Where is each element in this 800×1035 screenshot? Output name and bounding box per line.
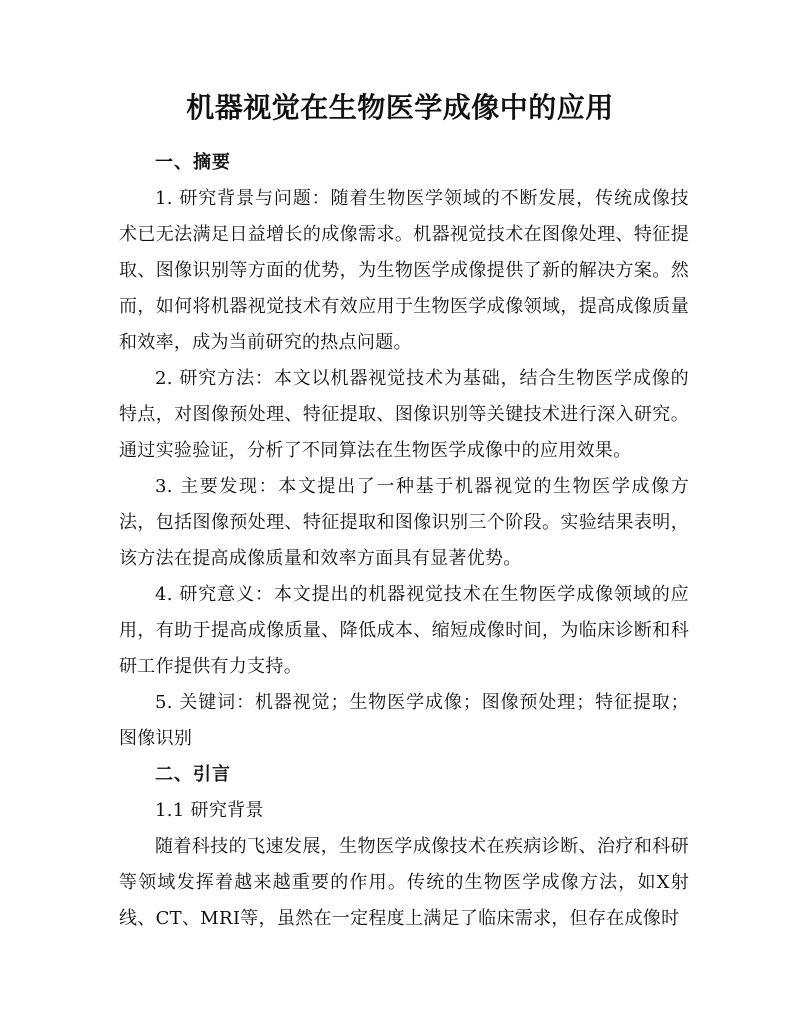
abstract-paragraph-methods: 2. 研究方法：本文以机器视觉技术为基础，结合生物医学成像的特点，对图像预处理、特征提取、图像识别等关键技术进行深入研究。通过实验验证，分析了不同算法在生物医学成像中的应用效果。 [119, 368, 689, 461]
abstract-paragraph-findings: 3. 主要发现：本文提出了一种基于机器视觉的生物医学成像方法，包括图像预处理、特征提取和图像识别三个阶段。实验结果表明，该方法在提高成像质量和效率方面具有显著优势。 [119, 476, 689, 569]
document-body [119, 145, 689, 937]
abstract-paragraph-background: 1. 研究背景与问题：随着生物医学领域的不断发展，传统成像技术已无法满足日益增长的成像需求。机器视觉技术在图像处理、特征提取、图像识别等方面的优势，为生物医学成像提供了新的解决方案。然而，如何将机器视觉技术有效应用于生物医学成像领域，提高成像质量和效率，成为当前研究的热点问题。 [119, 188, 689, 353]
abstract-paragraph-significance: 4. 研究意义：本文提出的机器视觉技术在生物医学成像领域的应用，有助于提高成像质量、降低成本、缩短成像时间，为临床诊断和科研工作提供有力支持。 [119, 584, 689, 677]
introduction-paragraph: 随着科技的飞速发展，生物医学成像技术在疾病诊断、治疗和科研等领域发挥着越来越重要的作用。传统的生物医学成像方法，如X射线、CT、MRI等，虽然在一定程度上满足了临床需求，但存在成像时 [119, 836, 689, 929]
document-title: 机器视觉在生物医学成像中的应用 [186, 91, 614, 124]
subsection-heading-background: 1.1 研究背景 [155, 800, 264, 821]
abstract-paragraph-keywords: 5. 关键词：机器视觉；生物医学成像；图像预处理；特征提取；图像识别 [119, 692, 689, 749]
section-heading-abstract: 一、摘要 [155, 152, 231, 173]
section-heading-introduction: 二、引言 [155, 764, 231, 785]
